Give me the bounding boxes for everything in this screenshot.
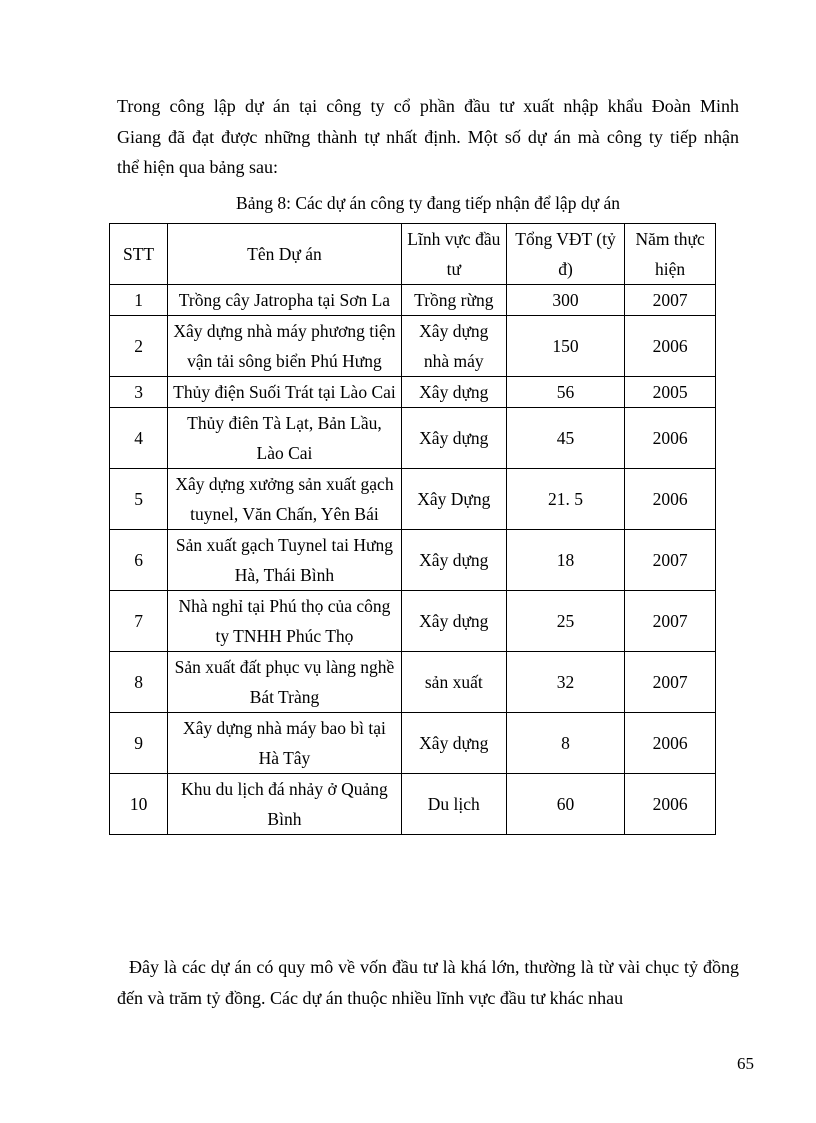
cell-total: 32: [506, 652, 624, 713]
table-row: [110, 652, 716, 713]
header-stt: STT: [110, 224, 168, 285]
table-row: [110, 713, 716, 774]
cell-stt: 3: [110, 377, 168, 408]
header-total-investment: Tổng VĐT (tỷ đ): [506, 224, 624, 285]
cell-field: Xây dựng: [401, 408, 506, 469]
table-row: [110, 591, 716, 652]
cell-year: 2007: [625, 530, 716, 591]
cell-year: 2007: [625, 285, 716, 316]
cell-field: Xây dựng nhà máy: [401, 316, 506, 377]
cell-total: 8: [506, 713, 624, 774]
cell-stt: 1: [110, 285, 168, 316]
cell-total: 18: [506, 530, 624, 591]
cell-stt: 9: [110, 713, 168, 774]
header-year: Năm thực hiện: [625, 224, 716, 285]
cell-year: 2007: [625, 652, 716, 713]
cell-field: Trồng rừng: [401, 285, 506, 316]
cell-field: sản xuất: [401, 652, 506, 713]
closing-text: Đây là các dự án có quy mô về vốn đầu tư là khá lớn, thường là từ vài chục tỷ đồng đến và trăm tỷ đồng. Các dự án thuộc nhiều lĩnh vực đầu tư khác nhau: [117, 957, 739, 1008]
cell-project-name: Nhà nghỉ tại Phú thọ của công ty TNHH Phúc Thọ: [168, 591, 402, 652]
cell-project-name: Sản xuất gạch Tuynel tai Hưng Hà, Thái Bình: [168, 530, 402, 591]
cell-total: 60: [506, 774, 624, 835]
cell-stt: 6: [110, 530, 168, 591]
table-row: [110, 774, 716, 835]
cell-year: 2006: [625, 316, 716, 377]
cell-field: Xây dựng: [401, 530, 506, 591]
cell-total: 300: [506, 285, 624, 316]
table-caption: Bảng 8: Các dự án công ty đang tiếp nhận để lập dự án: [236, 193, 620, 213]
cell-year: 2006: [625, 774, 716, 835]
table-row: [110, 530, 716, 591]
cell-year: 2007: [625, 591, 716, 652]
cell-project-name: Trồng cây Jatropha tại Sơn La: [168, 285, 402, 316]
cell-field: Xây dựng: [401, 377, 506, 408]
cell-project-name: Thủy điện Suối Trát tại Lào Cai: [168, 377, 402, 408]
cell-field: Xây Dựng: [401, 469, 506, 530]
intro-line: Giang đã đạt được những thành tự nhất định. Một số dự án mà công ty tiếp nhận: [117, 126, 739, 147]
header-investment-field: Lĩnh vực đầu tư: [401, 224, 506, 285]
table-row: [110, 377, 716, 408]
header-project-name: Tên Dự án: [168, 224, 402, 285]
cell-year: 2006: [625, 469, 716, 530]
cell-project-name: Khu du lịch đá nhảy ở Quảng Bình: [168, 774, 402, 835]
cell-stt: 10: [110, 774, 168, 835]
cell-total: 45: [506, 408, 624, 469]
cell-stt: 2: [110, 316, 168, 377]
cell-year: 2006: [625, 408, 716, 469]
cell-total: 25: [506, 591, 624, 652]
cell-year: 2006: [625, 713, 716, 774]
cell-project-name: Xây dựng nhà máy phương tiện vận tải sông biển Phú Hưng: [168, 316, 402, 377]
cell-stt: 4: [110, 408, 168, 469]
intro-line: Trong công lập dự án tại công ty cổ phần đầu tư xuất nhập khẩu Đoàn Minh: [117, 96, 739, 116]
cell-field: Xây dựng: [401, 591, 506, 652]
page-number: 65: [737, 1054, 754, 1073]
cell-field: Du lịch: [401, 774, 506, 835]
cell-total: 21. 5: [506, 469, 624, 530]
projects-table: [109, 223, 716, 835]
cell-project-name: Sản xuất đất phục vụ làng nghề Bát Tràng: [168, 652, 402, 713]
cell-stt: 8: [110, 652, 168, 713]
table-header-row: [110, 224, 716, 285]
cell-project-name: Xây dựng xưởng sản xuất gạch tuynel, Văn Chấn, Yên Bái: [168, 469, 402, 530]
table-row: [110, 285, 716, 316]
cell-project-name: Thủy điên Tà Lạt, Bản Lầu, Lào Cai: [168, 408, 402, 469]
cell-stt: 7: [110, 591, 168, 652]
intro-line: thể hiện qua bảng sau:: [117, 157, 278, 177]
intro-paragraph: [117, 91, 739, 183]
cell-field: Xây dựng: [401, 713, 506, 774]
cell-total: 150: [506, 316, 624, 377]
cell-project-name: Xây dựng nhà máy bao bì tại Hà Tây: [168, 713, 402, 774]
cell-year: 2005: [625, 377, 716, 408]
table-row: [110, 469, 716, 530]
cell-stt: 5: [110, 469, 168, 530]
table-row: [110, 408, 716, 469]
cell-total: 56: [506, 377, 624, 408]
closing-paragraph: [117, 952, 739, 1013]
table-row: [110, 316, 716, 377]
